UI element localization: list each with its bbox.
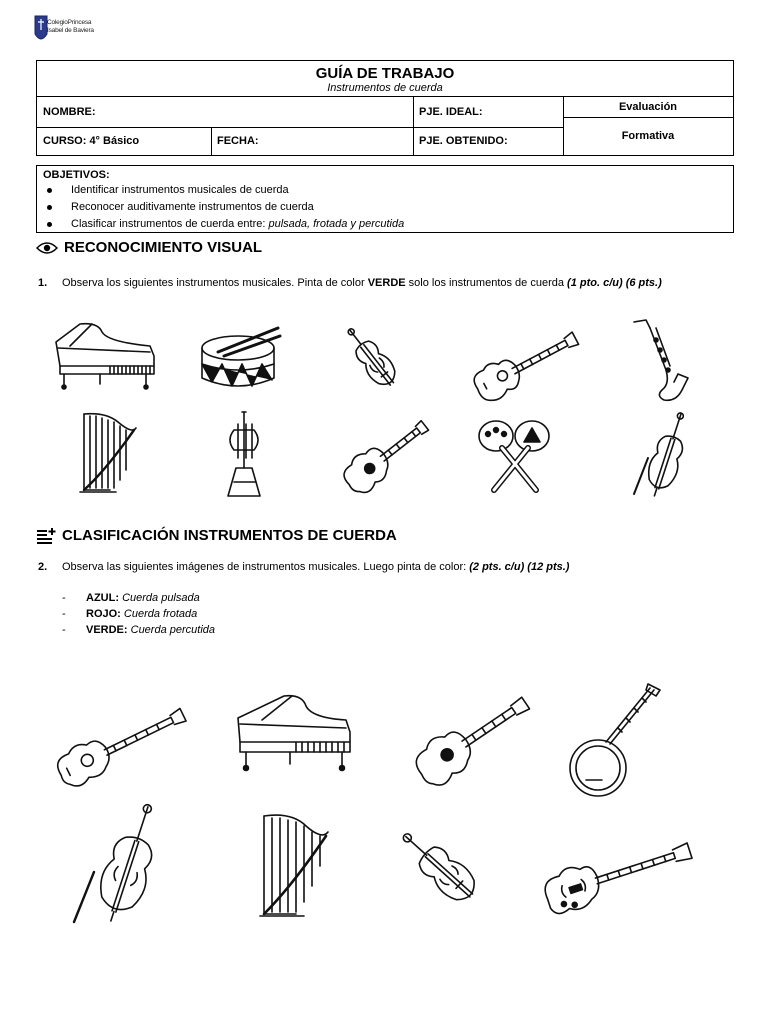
legend-item-azul: - AZUL: Cuerda pulsada xyxy=(62,592,200,604)
header-table xyxy=(36,60,734,156)
shield-icon xyxy=(34,14,48,46)
saxophone-image xyxy=(632,318,692,402)
acoustic-guitar-image xyxy=(334,416,436,492)
harp-image xyxy=(76,410,142,496)
question-text xyxy=(62,560,738,575)
q1-part2: solo los instrumentos de cuerda xyxy=(405,277,568,289)
legend-color: VERDE: xyxy=(86,624,128,636)
q1-part1: Observa los siguientes instrumentos musicales. Pinta de color xyxy=(62,277,368,289)
objectives-title: OBJETIVOS: xyxy=(43,169,110,181)
logo-line-2: Isabel de Baviera xyxy=(47,27,94,34)
electric-guitar-image xyxy=(536,830,698,910)
section-2-title xyxy=(36,527,397,544)
section-1-title xyxy=(36,239,262,256)
drum-image xyxy=(198,322,282,392)
legend-item-rojo: - ROJO: Cuerda frotada xyxy=(62,608,198,620)
legend-meaning: Cuerda frotada xyxy=(123,608,198,620)
violin-image xyxy=(332,320,416,402)
objective-item-italic: pulsada, frotada y percutida xyxy=(268,218,405,230)
section-1-heading: RECONOCIMIENTO VISUAL xyxy=(64,239,263,256)
guitar-image xyxy=(466,330,584,400)
cello-image xyxy=(628,410,696,498)
question-1 xyxy=(38,276,738,291)
objective-item xyxy=(43,216,727,233)
list-add-icon xyxy=(36,528,56,544)
q2-points: (2 pts. c/u) (12 pts.) xyxy=(469,561,570,573)
section-2-heading: CLASIFICACIÓN INSTRUMENTOS DE CUERDA xyxy=(62,527,397,544)
cello-image xyxy=(66,800,176,926)
maracas-image xyxy=(474,414,554,494)
q1-bold: VERDE xyxy=(367,277,406,289)
nombre-field[interactable]: NOMBRE: xyxy=(43,106,96,118)
objective-item-prefix: Clasificar instrumentos de cuerda entre: xyxy=(71,218,269,230)
acoustic-guitar-image xyxy=(404,690,540,786)
banjo-image xyxy=(558,680,668,800)
legend-color: AZUL: xyxy=(86,592,119,604)
objective-item: Reconocer auditivamente instrumentos de cuerda xyxy=(43,199,727,216)
question-number: 1. xyxy=(38,277,48,289)
objective-item: Identificar instrumentos musicales de cuerda xyxy=(43,182,727,199)
harp-image xyxy=(256,810,336,920)
grand-piano-image xyxy=(232,690,354,772)
pje-obtenido-field[interactable]: PJE. OBTENIDO: xyxy=(419,135,508,147)
color-legend xyxy=(62,590,215,638)
logo-line-1: ColegioPrincesa xyxy=(47,19,92,26)
question-2 xyxy=(38,560,738,575)
q1-points: (1 pto. c/u) (6 pts.) xyxy=(567,277,662,289)
eye-icon xyxy=(36,241,58,255)
evaluacion-label: Evaluación xyxy=(618,101,678,113)
objectives-box xyxy=(36,165,734,233)
legend-meaning: Cuerda pulsada xyxy=(122,592,200,604)
page-title: GUÍA DE TRABAJO xyxy=(315,65,455,82)
logo-text xyxy=(47,19,94,35)
school-logo xyxy=(34,14,94,48)
trumpet-image xyxy=(222,410,272,498)
header-title-cell xyxy=(37,61,733,97)
question-text xyxy=(62,276,738,291)
ukulele-image xyxy=(48,698,194,792)
curso-field: CURSO: 4° Básico xyxy=(43,135,140,147)
legend-color: ROJO: xyxy=(86,608,121,620)
formativa-label: Formativa xyxy=(621,130,675,142)
legend-item-verde: - VERDE: Cuerda percutida xyxy=(62,624,216,636)
legend-meaning: Cuerda percutida xyxy=(130,624,216,636)
fecha-field[interactable]: FECHA: xyxy=(217,135,259,147)
grand-piano-image xyxy=(50,320,158,390)
question-number: 2. xyxy=(38,561,48,573)
q2-text: Observa las siguientes imágenes de instrumentos musicales. Luego pinta de color: xyxy=(62,561,470,573)
pje-ideal-field[interactable]: PJE. IDEAL: xyxy=(419,106,483,118)
violin-image xyxy=(384,818,502,922)
page-subtitle: Instrumentos de cuerda xyxy=(327,82,443,94)
